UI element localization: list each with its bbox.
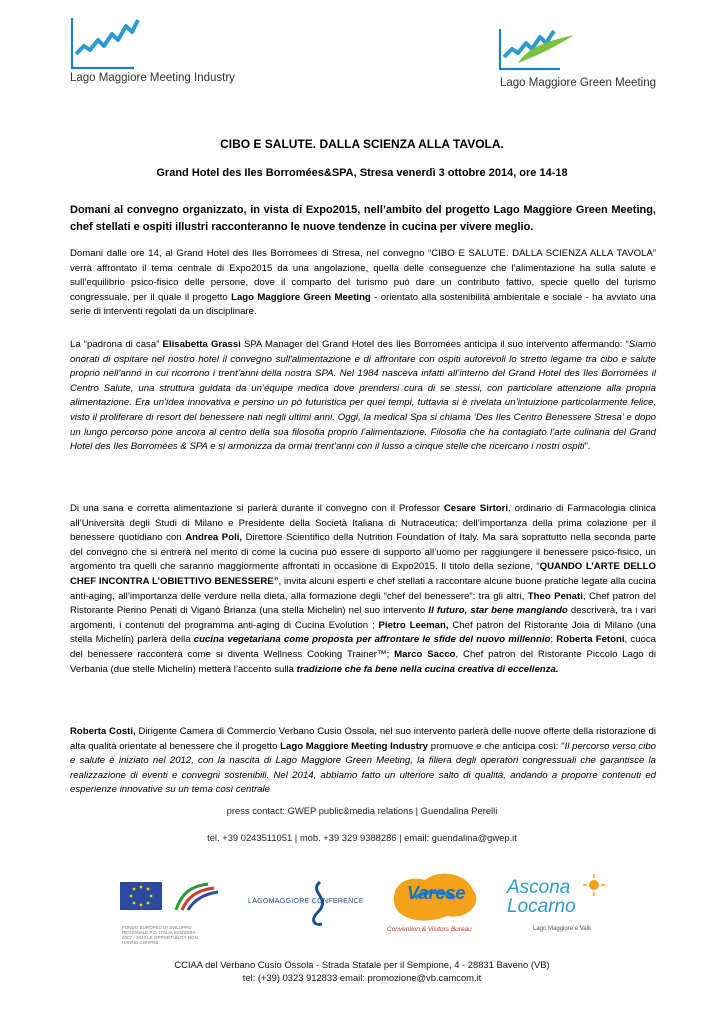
page-title: CIBO E SALUTE. DALLA SCIENZA ALLA TAVOLA.	[220, 137, 504, 151]
quote-text: Il percorso verso cibo e salute è iniziato nel 2012, con la nascita di Lago Maggiore Green Meeting, la filiera degli operatori congressuali che garantisce la realizzazione di eventi e convegni sostenibili. Nel 2014, abbiamo fatto un ulteriore salto di qualità, andando a proporre contenuti ed esperienze innovative su un tema così centrale	[70, 740, 656, 796]
text-run: ;	[550, 634, 557, 646]
text-run: SPA Manager del Grand Hotel des Iles Borromées anticipa il suo intervento affermando: “	[240, 339, 629, 350]
press-contact-details: tel. +39 0243511051 | mob. +39 329 9388286 | email: guendalina@gwep.it	[207, 832, 517, 843]
project-name: Lago Maggiore Meeting Industry	[280, 740, 428, 752]
speaker-name: Roberta Fetoni	[556, 634, 625, 646]
project-name: Lago Maggiore Green Meeting	[231, 291, 371, 303]
eu-flag-icon	[118, 880, 230, 920]
talk-title: tradizione che fa bene nella cucina creativa di eccellenza.	[296, 663, 559, 675]
press-contact: press contact: GWEP public&media relations | Guendalina Perelli	[226, 805, 498, 816]
text-run: , cuoca del benessere racconterà come si diventa Wellness Cooking Trainer™;	[70, 634, 657, 660]
varese-logo	[385, 868, 485, 936]
right-logo-caption: Lago Maggiore Green Meeting	[500, 77, 656, 89]
text-run: , invita alcuni esperti e chef stellati a raccontare alcune buone pratiche legate alla cucina anti-aging, all’importanza delle verdure nella dieta, alla formazione degli “chef del benessere”: tra gli altri,	[70, 575, 656, 602]
speaker-name: Roberta Costi,	[70, 726, 136, 737]
interreg-caption: FONDO EUROPEO DI SVILUPPO REGIONALE P.O. ITALIA SVIZZERA 2007 - 2013 LE OPPORTUNITÀ NON HANNO CONFINI	[122, 925, 198, 945]
paragraph-grassi	[70, 338, 656, 455]
ascona-tagline: Lago Maggiore e Valli	[533, 926, 591, 932]
conference-label: LAGOMAGGIORE CONFERENCE	[248, 898, 364, 905]
event-subtitle: Grand Hotel des Iles Borromées&SPA, Stresa venerdì 3 ottobre 2014, ore 14-18	[156, 167, 568, 179]
text-run: Di una sana e corretta alimentazione si parlerà durante il convegno con il Professor	[70, 503, 444, 514]
interreg-logo	[118, 880, 230, 945]
text-run: Chef patron del Ristorante Joia di Milano (una stella Michelin) parlerà della	[70, 619, 656, 646]
lagomaggiore-conference-logo	[248, 878, 373, 928]
speaker-name: Pietro Leeman,	[378, 619, 449, 631]
text-run: - orientato alla sostenibilità ambientale e sociale - ha avviato una serie di interventi regolati da un disciplinare.	[70, 291, 657, 318]
talk-title: cucina vegetariana come proposta per affrontare le sfide del nuovo millennio	[193, 634, 551, 646]
speaker-name: Elisabetta Grassi	[162, 339, 241, 350]
text-run: ”.	[584, 441, 591, 453]
footer-address: CCIAA del Verbano Cusio Ossola - Strada Statale per il Sempione, 4 - 28831 Baveno (VB)	[174, 959, 550, 970]
text-run: Direttore Scientifico della Nutrition Foundation of Italy. Ma sarà soprattutto nella seconda parte del convegno che si entrerà nel merito di come la cucina può essere di supporto all’uomo per raggiungere il benessere psico-fisico, un argomento tra quelli che saranno maggiormente affrontati in occasione di Expo2015. Il titolo della sezione, “	[70, 532, 656, 573]
speaker-name: Theo Penati	[527, 590, 583, 602]
paragraph-speakers	[70, 502, 656, 677]
text-run: , Chef patron del Ristorante Piccolo Lago di Verbania (due stelle Michelin) metterà l’accento sulla	[70, 648, 656, 675]
text-run: promuove e che anticipa così: "	[428, 740, 565, 752]
text-run: , ordinario di Farmacologia clinica all’Università degli Studi di Milano e Presidente della Società Italiana di Nutraceutica; dell’importanza della prima colazione per il benessere quotidiano con	[70, 503, 657, 544]
footer-contact: tel: (+39) 0323 912833 email: promozione@vb.camcom.it	[242, 972, 482, 983]
text-run: La “padrona di casa”	[70, 339, 163, 350]
text-run: , Chef patron del Ristorante Pierino Penati di Viganò Brianza (una stella Michelin) nel suo intervento	[70, 590, 657, 617]
quote-text: Siamo onorati di ospitare nel nostro hotel il convegno sull'alimentazione e di affrontare con ospiti autorevoli lo stretto legame tra cibo e salute proprio nell’anno in cui ricorrono i trent’anni della nostra SPA. Nel 1984 nasceva infatti all’interno del Grand Hotel des Iles Borromées il Centro Salute, una struttura guidata da un’équipe medica dove prendersi cura di se stessi, con particolare attenzione alla propria alimentazione. Era un’idea innovativa e persino un pò futuristica per quei tempi, tuttavia si è rivelata un’intuizione particolarmente felice, visto il proliferare di resort del benessere nati negli ultimi anni. Oggi, la medical Spa si chiama ‘Des Iles Centro Benessere Stresa’ e dopo un lungo percorso pone ancora al centro della sua filosofia proprio l’alimentazione. Filosofia che ha contagiato l’arte culinaria del Grand Hotel des Iles Borromées & SPA e si armonizza da ormai trent’anni con il lusso a cinque stelle che ricercano i nostri ospiti	[70, 339, 656, 453]
talk-title: Il futuro, star bene mangiando	[428, 605, 568, 617]
paragraph-costi	[70, 725, 656, 798]
speaker-name: Cesare Sirtori	[443, 503, 509, 514]
section-title: QUANDO L’ARTE DELLO CHEF INCONTRA L’OBIETTIVO BENESSERE”	[70, 561, 656, 587]
text-run: Domani dalle ore 14, al Grand Hotel des Iles Borromees di Stresa, nel convegno “CIBO E SALUTE. DALLA SCIENZA ALLA TAVOLA” verrà affrontato il tema centrale di Expo2015 da una angolazione, quella delle conseguenze che l’alimentazione ha sulla salute e sull’equilibrio psico-fisico delle persone, dove il comparto del turismo può dare un contributo fattivo, specie quello del turismo congressuale, per il quale il progetto	[70, 248, 656, 303]
paragraph-intro	[70, 247, 656, 320]
lead-paragraph: Domani al convegno organizzato, in vista di Expo2015, nell’ambito del progetto Lago Maggiore Green Meeting, chef stellati e ospiti illustri racconteranno le nuove tendenze in cucina per vivere meglio.	[70, 204, 656, 233]
varese-tagline: Convention & Visitors Bureau	[387, 926, 472, 933]
speaker-name: Andrea Poli,	[185, 532, 243, 544]
text-run: Dirigente Camera di Commercio Verbano Cusio Ossola, nel suo intervento parlerà delle nuove offerte della ristorazione di alta qualità orientate al benessere che il progetto	[70, 726, 656, 752]
speaker-name: Marco Sacco	[394, 648, 456, 660]
ascona-locarno-logo	[505, 870, 605, 940]
ascona-wordmark: Ascona Locarno	[507, 877, 576, 917]
left-logo-caption: Lago Maggiore Meeting Industry	[70, 72, 235, 84]
text-run: descriverà, tra i vari argomenti, i contenuti del programma anti-aging di Cucina Evolution ;	[70, 605, 656, 631]
varese-wordmark: Varese	[407, 883, 466, 903]
